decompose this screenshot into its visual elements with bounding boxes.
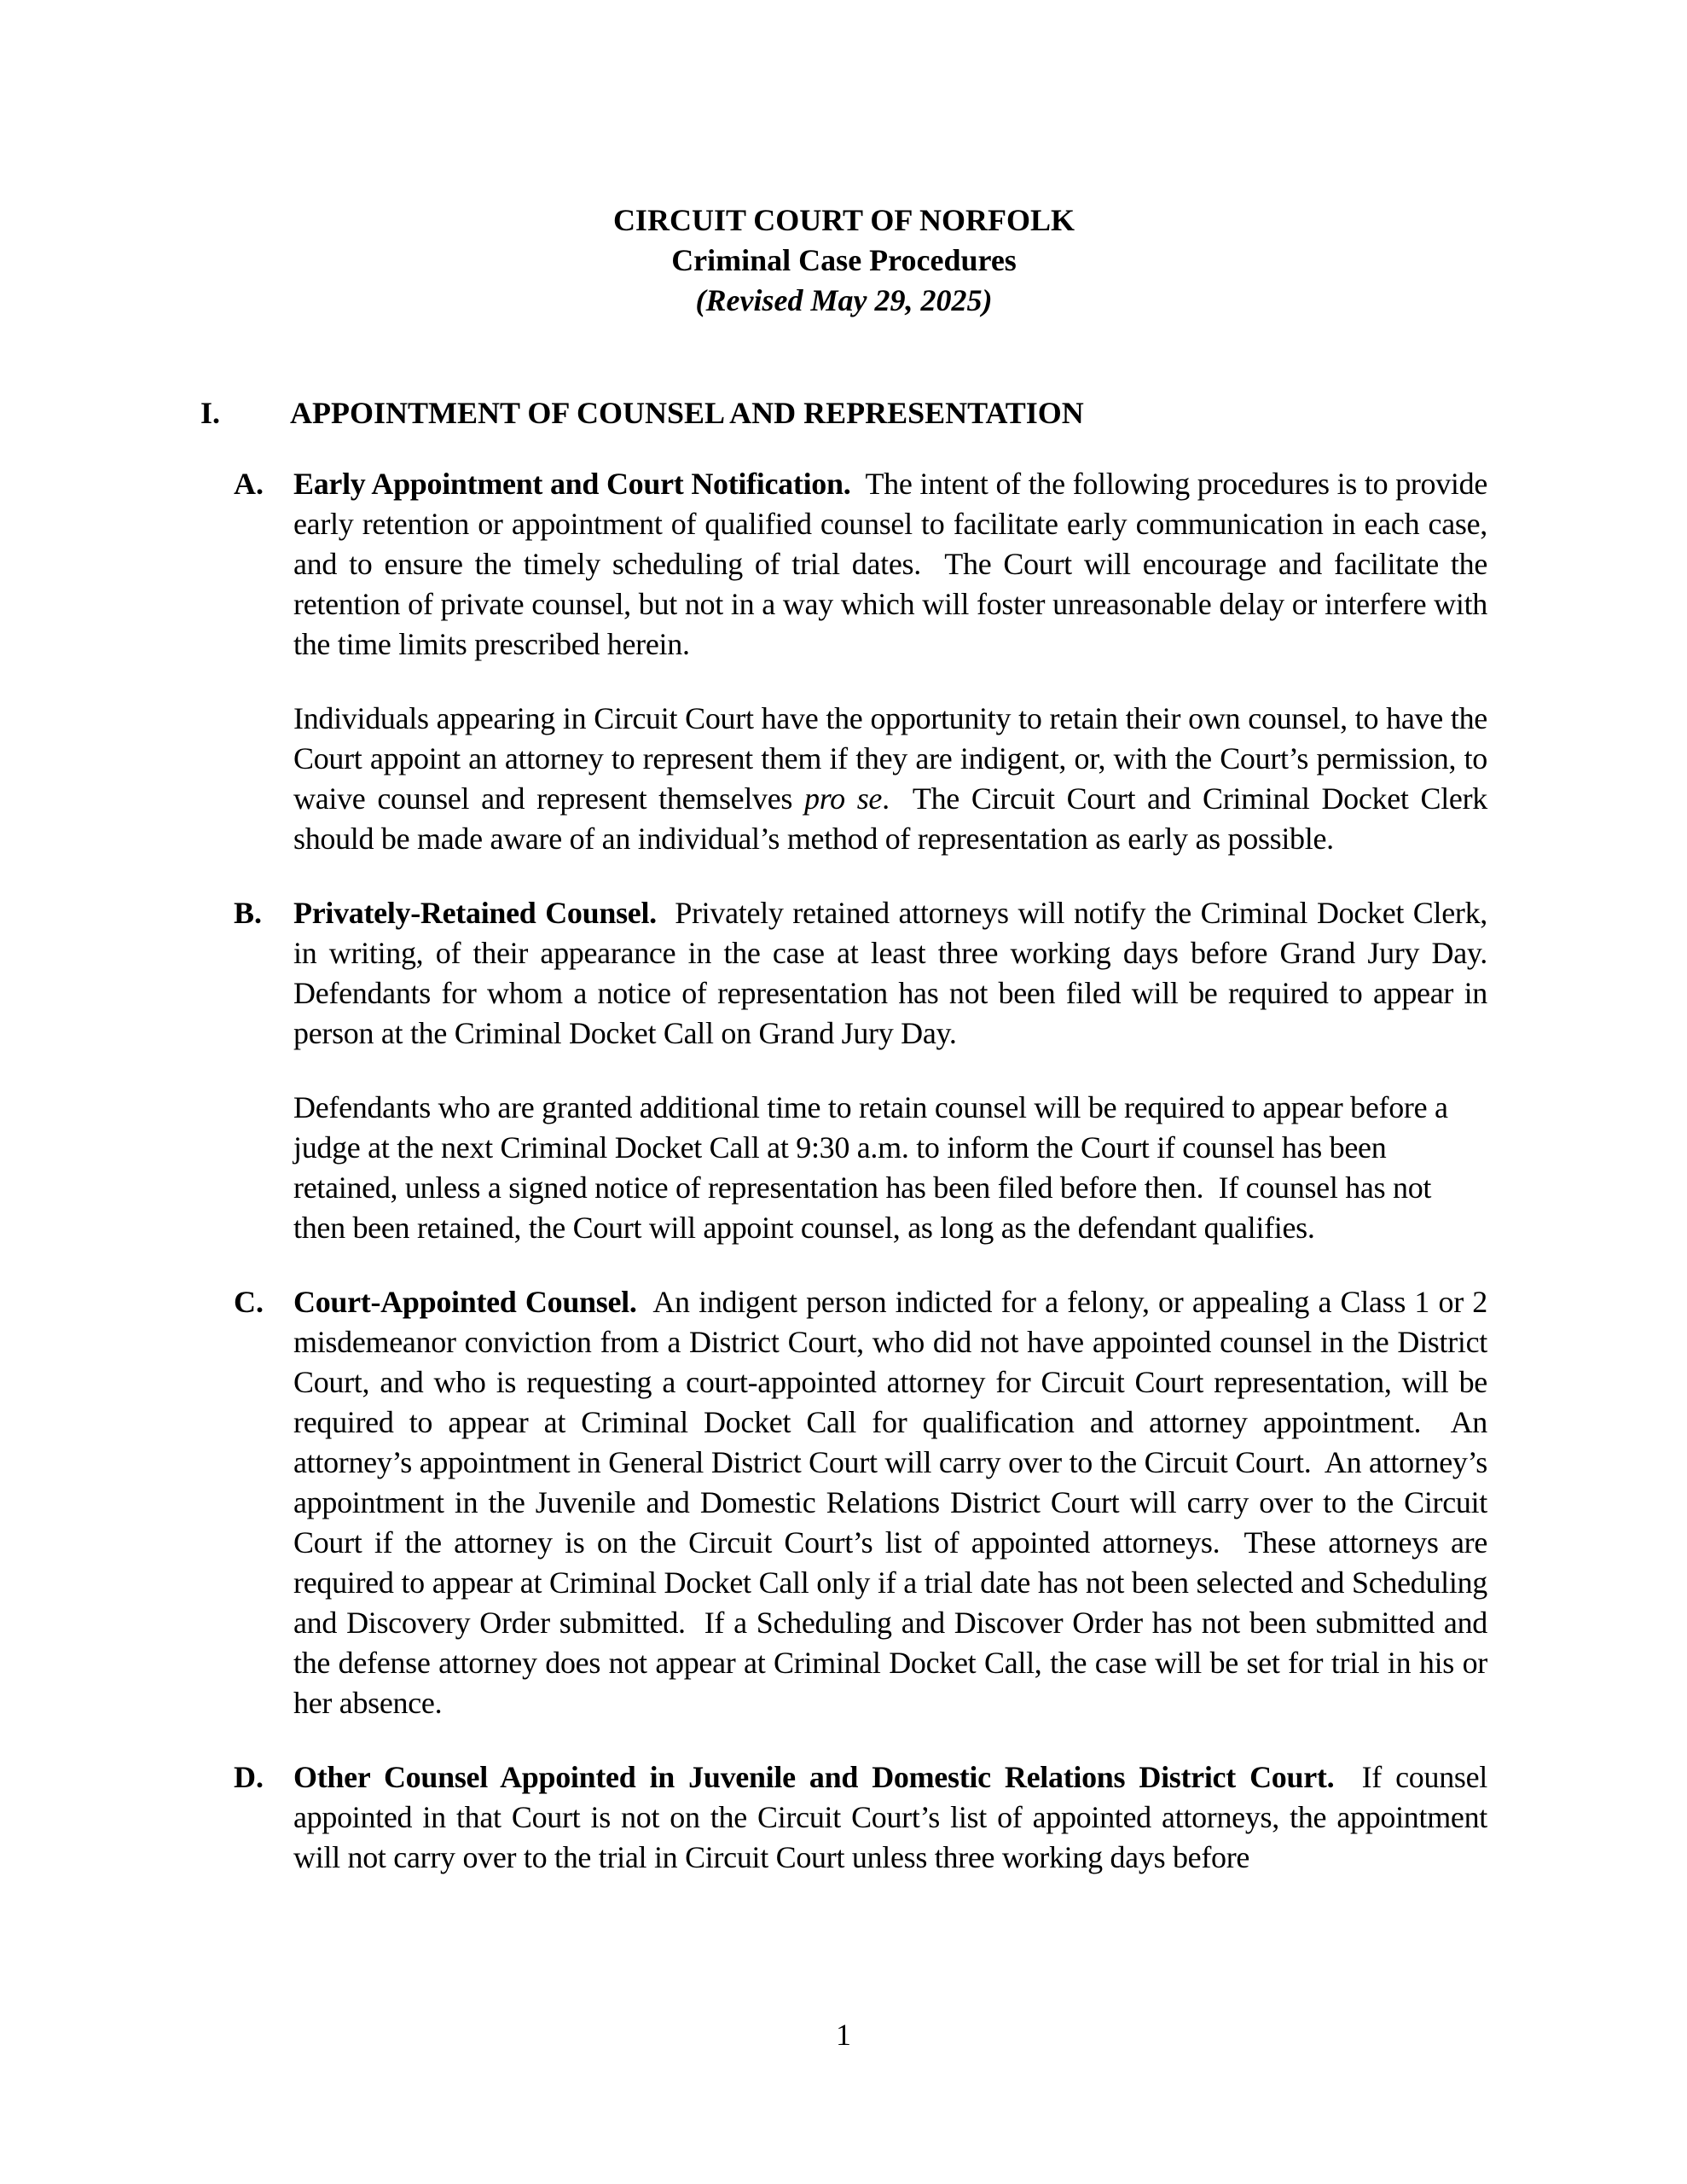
document-title-line-2: Criminal Case Procedures [671,243,1017,277]
heading-section-i [200,393,1487,433]
section-d [200,1757,1495,1878]
section-a [200,464,1495,859]
page-number: 1 [836,2018,851,2052]
heading-text: APPOINTMENT OF COUNSEL AND REPRESENTATION [290,396,1084,430]
document-title-block [200,0,1487,321]
section-d-label: D. [234,1760,264,1794]
section-a-label: A. [234,467,264,501]
heading-number: I. [200,396,221,430]
section-a-paragraph-2: Individuals appearing in Circuit Court have the opportunity to retain their own counsel, to have the Court appoint an attorney to represent them if they are indigent, or, with the Court’s permission, to waive counsel and represent themselves pro se. The Circuit Court and Criminal Docket Clerk should be made aware of an individual’s method of representation as early as possible. [293,701,1495,856]
section-d-paragraph-1: Other Counsel Appointed in Juvenile and Domestic Relations District Court. If counsel appointed in that Court is not on the Circuit Court’s list of appointed attorneys, the appointment will not carry over to the trial in Circuit Court unless three working days before [293,1760,1495,1874]
section-a-paragraph-1: Early Appointment and Court Notification. The intent of the following procedures is to provide early retention or appointment of qualified counsel to facilitate early communication in each case, and to ensure the timely scheduling of trial dates. The Court will encourage and facilitate the retention of private counsel, but not in a way which will foster unreasonable delay or interfere with the time limits prescribed herein. [293,467,1495,661]
document-title-line-3: (Revised May 29, 2025) [695,283,993,317]
section-b-label: B. [234,896,263,930]
section-c-label: C. [234,1285,264,1319]
section-b-paragraph-2: Defendants who are granted additional time to retain counsel will be required to appear before a judge at the next Criminal Docket Call at 9:30 a.m. to inform the Court if counsel has been retained, unless a signed notice of representation has been filed before then. If counsel has not then been retained, the Court will appoint counsel, as long as the defendant qualifies. [293,1090,1456,1245]
document-title-line-1: CIRCUIT COURT OF NORFOLK [612,203,1075,237]
section-c-paragraph-1: Court-Appointed Counsel. An indigent person indicted for a felony, or appealing a Class 1 or 2 misdemeanor conviction from a District Court, who did not have appointed counsel in the District Court, and who is requesting a court-appointed attorney for Circuit Court representation, will be required to appear at Criminal Docket Call for qualification and attorney appointment. An attorney’s appointment in General District Court will carry over to the Circuit Court. An attorney’s appointment in the Juvenile and Domestic Relations District Court will carry over to the Circuit Court if the attorney is on the Circuit Court’s list of appointed attorneys. These attorneys are required to appear at Criminal Docket Call only if a trial date has not been selected and Scheduling and Discovery Order submitted. If a Scheduling and Discover Order has not been submitted and the defense attorney does not appear at Criminal Docket Call, the case will be set for trial in his or her absence. [293,1285,1495,1720]
section-b [200,893,1503,1248]
section-b-paragraph-1: Privately-Retained Counsel. Privately retained attorneys will notify the Criminal Docket Clerk, in writing, of their appearance in the case at least three working days before Grand Jury Day. Defendants for whom a notice of representation has not been filed will be required to appear in person at the Criminal Docket Call on Grand Jury Day. [293,896,1503,1050]
document-content [200,0,1503,1912]
section-c [200,1282,1495,1723]
